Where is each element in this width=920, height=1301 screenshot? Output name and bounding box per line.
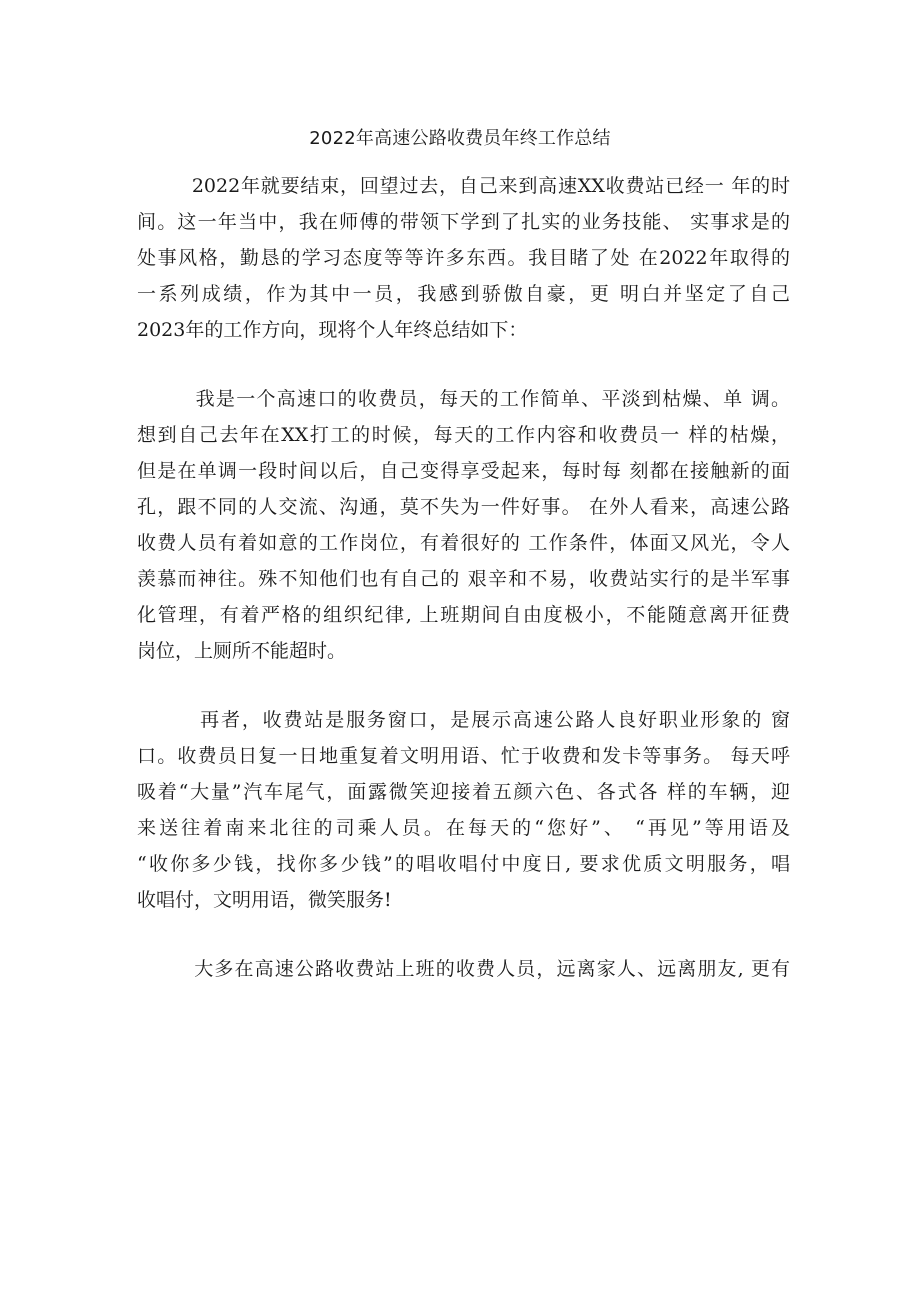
- text-line: 口。收费员日复一日地重复着文明用语、忙于收费和发卡等事务。 每天呼: [137, 745, 790, 767]
- text-line: 再者，收费站是服务窗口，是展示高速公路人良好职业形象的 窗: [137, 709, 790, 731]
- text-line: “收你多少钱，找你多少钱”的唱收唱付中度日, 要求优质文明服务，唱: [137, 853, 790, 875]
- text-line: 2022年就要结束，回望过去，自己来到高速XX收费站已经一 年的时: [137, 175, 790, 197]
- text-line: 想到自己去年在XX打工的时候，每天的工作内容和收费员一 样的枯燥，: [137, 424, 790, 446]
- text-line: 孔，跟不同的人交流、沟通，莫不失为一件好事。 在外人看来，高速公路: [137, 496, 790, 518]
- text-line: 岗位，上厕所不能超时。: [137, 640, 347, 662]
- text-line: 2023年的工作方向，现将个人年终总结如下：: [137, 319, 528, 341]
- text-line: 收费人员有着如意的工作岗位，有着很好的 工作条件，体面又风光，令人: [137, 532, 790, 554]
- text-line: 来送往着南来北往的司乘人员。在每天的“您好”、 “再见”等用语及: [137, 817, 790, 839]
- text-line: 我是一个高速口的收费员，每天的工作简单、平淡到枯燥、单 调。: [137, 388, 790, 410]
- text-line: 收唱付，文明用语，微笑服务!: [137, 889, 392, 911]
- paragraph-3: [137, 702, 790, 918]
- document-body: [137, 168, 790, 1020]
- text-line: 处事风格，勤恳的学习态度等等许多东西。我目睹了处 在2022年取得的: [137, 247, 790, 269]
- text-line: 吸着“大量”汽车尾气，面露微笑迎接着五颜六色、各式各 样的车辆，迎: [137, 781, 790, 803]
- text-line: 羡慕而神往。殊不知他们也有自己的 艰辛和不易，收费站实行的是半军事: [137, 568, 790, 590]
- paragraph-4: [137, 951, 790, 987]
- paragraph-2: [137, 381, 790, 669]
- text-line: 化管理，有着严格的组织纪律, 上班期间自由度极小，不能随意离开征费: [137, 604, 790, 626]
- text-line: 但是在单调一段时间以后，自己变得享受起来，每时每 刻都在接触新的面: [137, 460, 790, 482]
- text-line: 大多在高速公路收费站上班的收费人员，远离家人、远离朋友, 更有: [137, 958, 790, 980]
- text-line: 一系列成绩，作为其中一员，我感到骄傲自豪，更 明白并坚定了自己: [137, 283, 790, 305]
- paragraph-1: [137, 168, 790, 348]
- text-line: 间。这一年当中，我在师傅的带领下学到了扎实的业务技能、 实事求是的: [137, 211, 790, 233]
- document-title: 2022年高速公路收费员年终工作总结: [309, 128, 611, 149]
